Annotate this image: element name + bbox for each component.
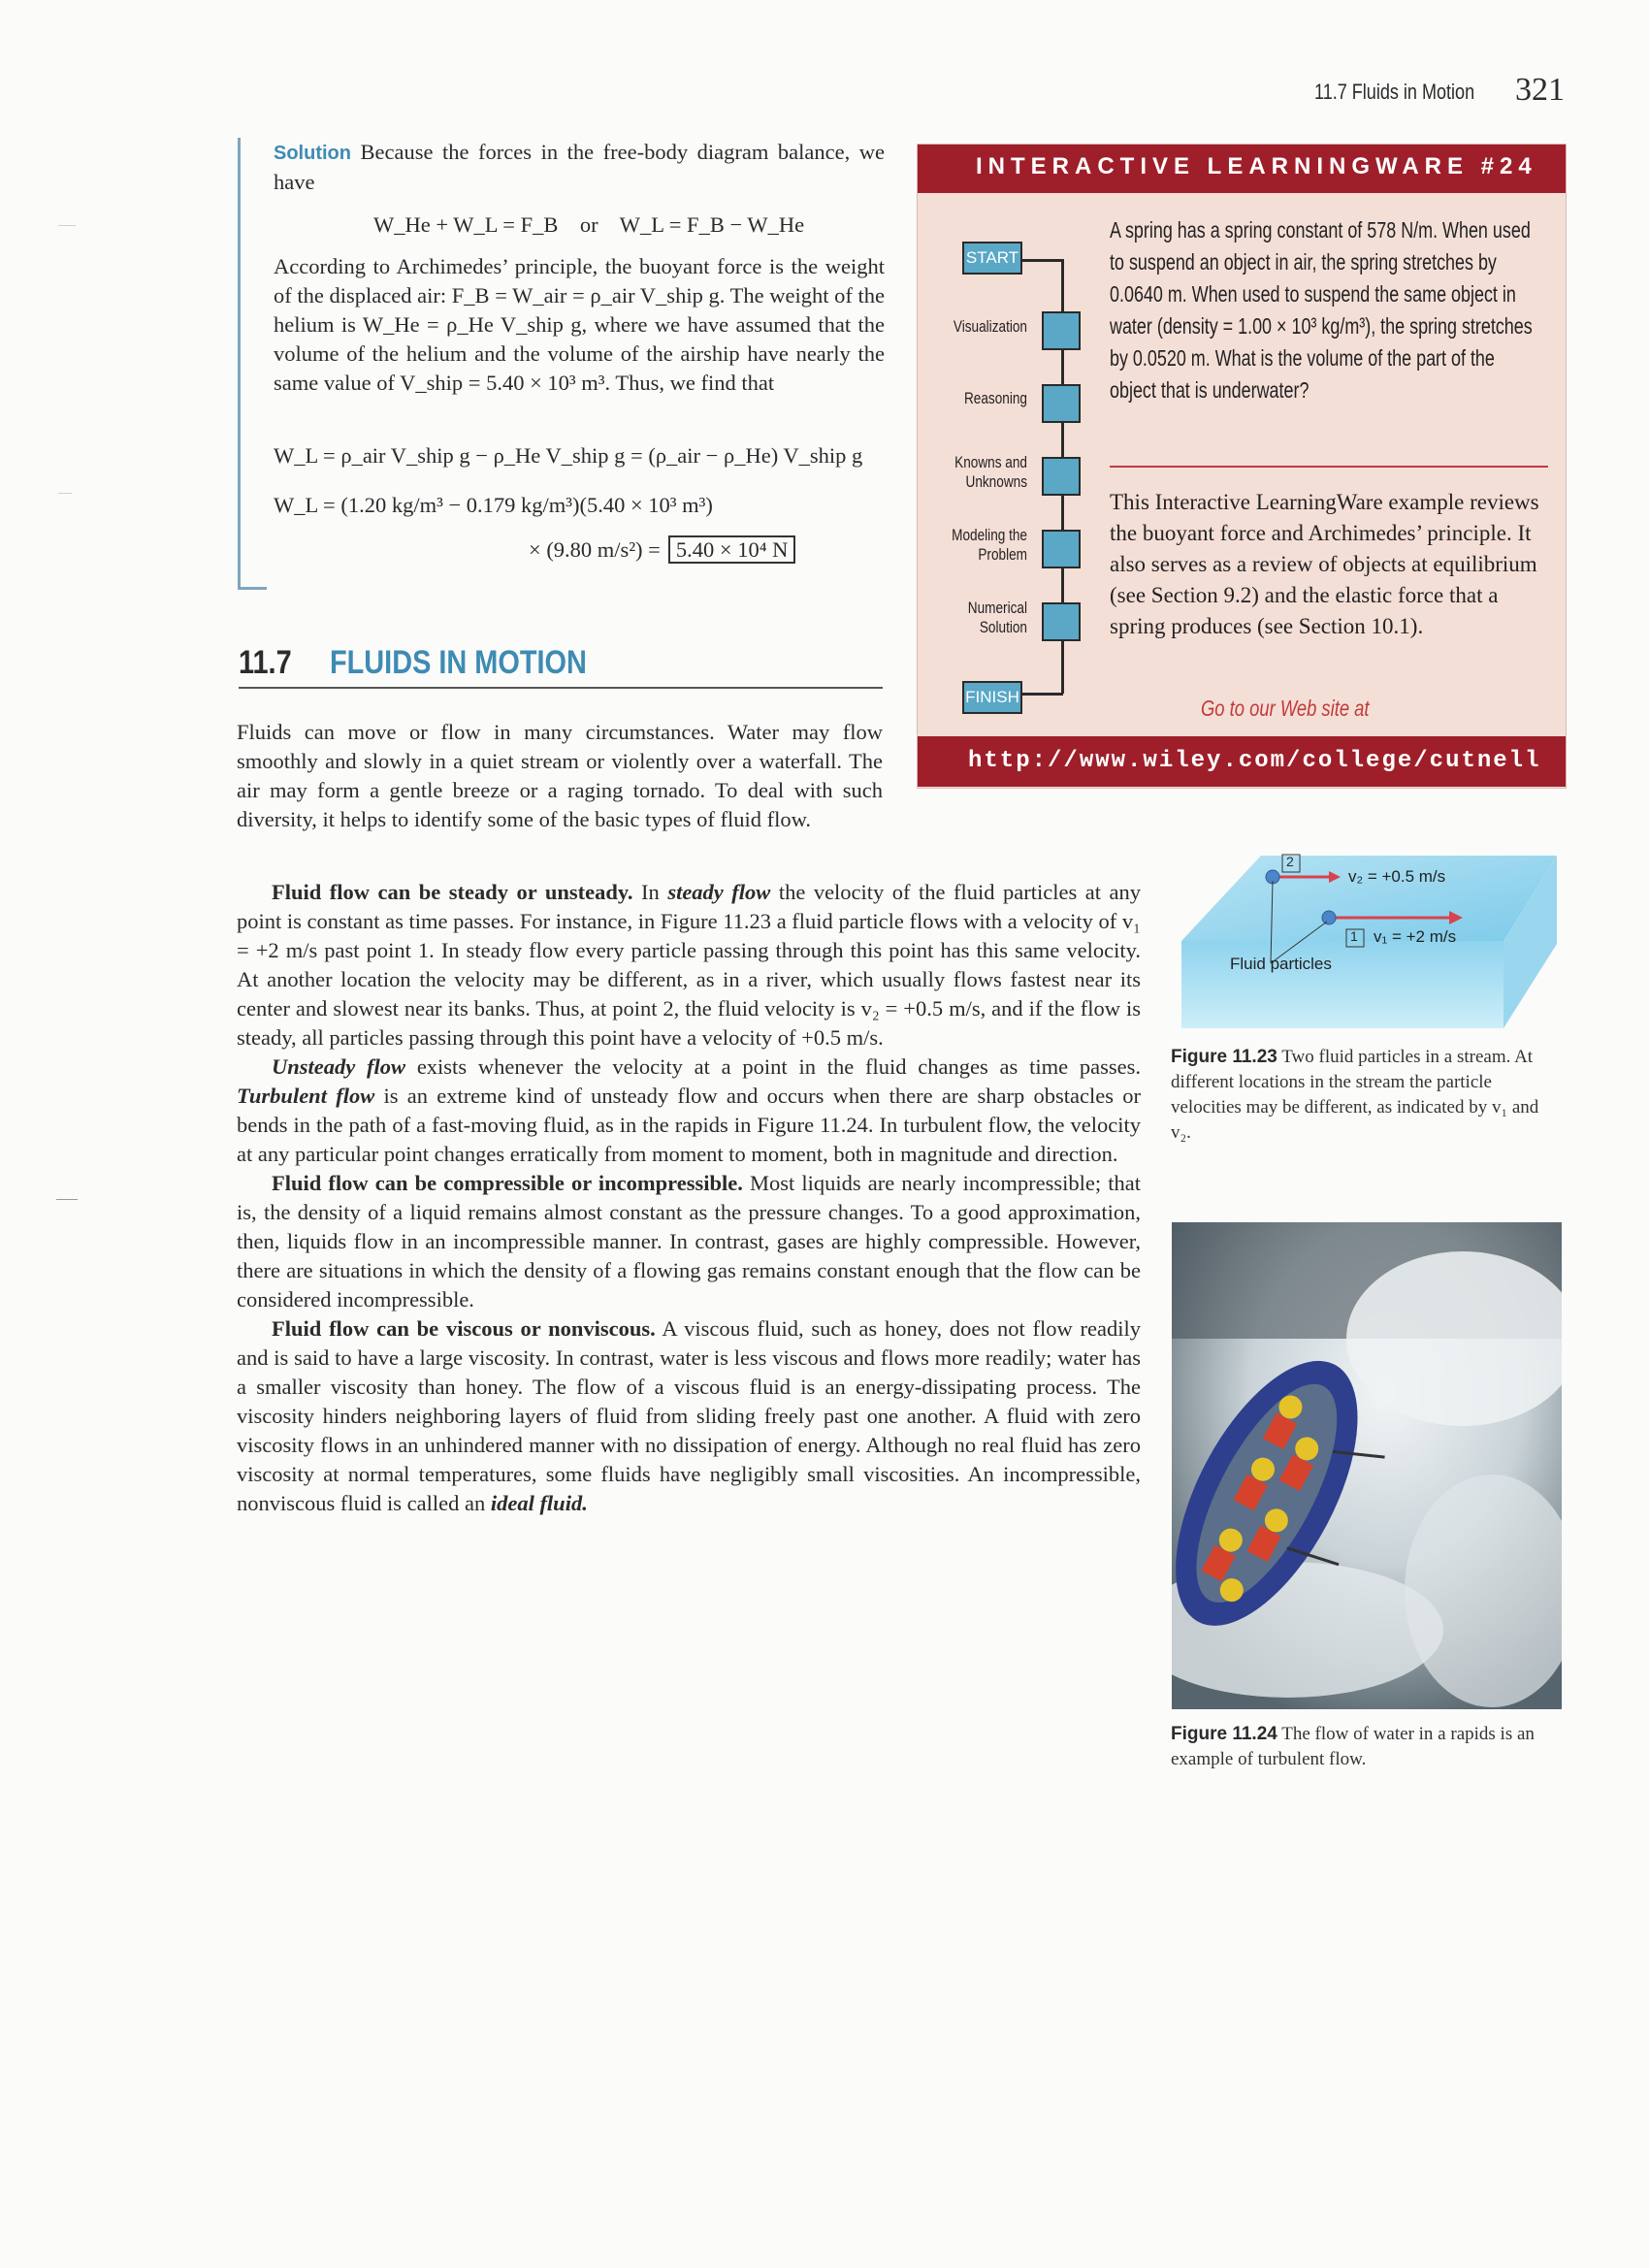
flowchart-step-reasoning: Reasoning [963,389,1027,407]
text-fragment: exists whenever the velocity at a point in the fluid changes as time passes. [405,1054,1141,1079]
v2-label: v₂ = +0.5 m/s [1348,867,1446,886]
solution-rule-foot [238,587,267,590]
rapids-photo [1172,1222,1562,1709]
intro-paragraph: Fluids can move or flow in many circumstances. Water may flow smoothly and slowly in a quiet stream or violently over a waterfall. The air may form a gentle breeze or a raging tornado. To deal with such diversity, it helps to identify some of the basic types of fluid flow. [237,720,883,831]
running-header-section: 11.7 Fluids in Motion [1314,80,1475,104]
ilw-banner-text: INTERACTIVE LEARNINGWARE #24 [976,153,1537,179]
solution-intro [274,138,885,197]
paragraph-steady-flow [237,878,1141,1053]
figure-11-24-caption [1171,1722,1559,1772]
paragraph-viscous [237,1314,1141,1518]
equation-force-balance [373,212,878,238]
solution-lead: Solution [274,143,351,164]
solution-intro-text: Because the forces in the free-body diagram balance, we have [274,140,885,194]
text-fragment: A viscous fluid, such as honey, does not flow readily and is said to have a large viscosity. In contrast, water is less viscous and flows more readily; water has a smaller viscosity than honey. The flow of a viscous fluid is an energy-dissipating process. The viscosity hinders neighboring layers of fluid from sliding freely past one another. A fluid with zero viscosity flows in an unhindered manner with no dissipation of energy. Although no real fluid has zero viscosity at normal temperatures, some fluids have negligibly small viscosities. An incompressible, nonviscous fluid is called an [237,1316,1141,1515]
lead-compressible: Fluid flow can be compressible or incompressible. [272,1171,743,1195]
caption-text: The flow of water in a rapids is an example of turbulent flow. [1171,1724,1535,1769]
running-header [1314,72,1567,111]
solution-rule [238,138,241,590]
term-unsteady-flow: Unsteady flow [272,1054,406,1079]
section-title: FLUIDS IN MOTION [330,644,587,681]
ilw-problem-statement: A spring has a spring constant of 578 N/m. When used to suspend an object in air, the spring stretches by 0.0640 m. When used to suspend the same object in water (density = 1.00 × 10³ kg/m³), the spring stretches by 0.0520 m. What is the volume of the part of the object that is underwater? [1110,217,1533,403]
figure-11-23-caption [1171,1045,1559,1146]
section-heading [239,640,883,689]
term-ideal-fluid: ideal fluid. [490,1491,588,1515]
ilw-goto-text: Go to our Web site at [1201,696,1370,721]
scan-mark [58,493,72,494]
section-number: 11.7 [239,644,292,681]
scan-mark [58,225,76,226]
solution-block [238,138,886,590]
ilw-banner [918,145,1566,193]
flowchart-start[interactable]: START [962,242,1022,275]
ilw-url-link[interactable]: http://www.wiley.com/college/cutnell [968,748,1541,774]
figure-label: Figure 11.23 [1171,1047,1277,1067]
text-fragment: the velocity of the fluid particles at any point is constant as time passes. For instance, in Figure 11.23 a fluid particle flows with a velocity of v₁ = +2 m/s past point 1. In steady flow every particle passing through this point has this same velocity. At another location the velocity may be different, as in a river, which usually flows fastest near its center and slowest near its banks. Thus, at point 2, the fluid velocity is v₂ = +0.5 m/s, and if the flow is steady, all particles passing through this point have a velocity of +0.5 m/s. [237,880,1141,1050]
fluid-particle-1 [1322,911,1336,924]
lead-viscous: Fluid flow can be viscous or nonviscous. [272,1316,656,1341]
flowchart-step-modeling: Modeling the Problem [952,526,1027,564]
main-body [237,878,1141,1518]
text-fragment: Most liquids are nearly incompressible; that is, the density of a liquid remains almost constant as the pressure changes. To a good approximation, then, liquids flow in an incompressible manner. In contrast, gases are highly compressible. However, there are situations in which the density of a flowing gas remains constant enough that the flow can be considered incompressible. [237,1171,1141,1312]
text-fragment: is an extreme kind of unsteady flow and occurs when there are sharp obstacles or bends in the path of a fast-moving fluid, as in the rapids in Figure 11.24. In turbulent flow, the velocity at any particular point changes erratically from moment to moment, both in magnitude and direction. [237,1084,1141,1166]
text-fragment: In [632,880,668,904]
equation-load-numbers: W_L = (1.20 kg/m³ − 0.179 kg/m³)(5.40 × 10³ m³) [274,493,713,517]
scan-mark [56,1199,78,1200]
point-2-label: 2 [1286,854,1294,869]
equation-result-box: 5.40 × 10⁴ N [668,535,796,564]
equation-solved: W_L = F_B − W_He [619,212,805,237]
fluid-particles-label: Fluid particles [1230,955,1332,973]
term-turbulent-flow: Turbulent flow [237,1084,375,1108]
equation-or: or [579,212,598,237]
flowchart-step-box[interactable] [1042,530,1081,568]
flowchart-step-visualization: Visualization [953,317,1027,336]
page-number: 321 [1515,72,1565,108]
caption-text: Two fluid particles in a stream. At different locations in the stream the particle velocities may be different, as indicated by v₁ and v₂. [1171,1047,1539,1143]
equation-gravity-factor: × (9.80 m/s²) = [529,537,661,562]
point-1-label: 1 [1350,928,1358,944]
ilw-divider [1110,466,1548,468]
equation-load-weight: W_L = ρ_air V_ship g − ρ_He V_ship g = (ρ_air − ρ_He) V_ship g [274,443,863,468]
paragraph-compressible [237,1169,1141,1314]
v1-label: v₁ = +2 m/s [1374,927,1457,946]
figure-label: Figure 11.24 [1171,1724,1277,1744]
equation-load-final [529,537,795,563]
figure-11-23 [1174,852,1562,1055]
interactive-learningware-box [917,144,1567,789]
figure-11-24-photo [1172,1222,1562,1709]
lead-steady: Fluid flow can be steady or unsteady. [272,880,633,904]
flowchart-finish[interactable]: FINISH [962,681,1022,714]
paragraph-unsteady-flow [237,1053,1141,1169]
term-steady-flow: steady flow [667,880,771,904]
ilw-description: This Interactive LearningWare example reviews the buoyant force and Archimedes’ principle. It also serves as a review of objects at equilibrium (see Section 9.2) and the elastic force that a spring produces (see Section 10.1). [1110,490,1539,638]
flowchart-step-numerical: Numerical Solution [967,599,1027,636]
solution-archimedes-text: According to Archimedes’ principle, the buoyant force is the weight of the displaced air: F_B = W_air = ρ_air V_ship g. The weight of the helium is W_He = ρ_He V_ship g, where we have assumed that the volume of the helium and the volume of the airship have nearly the same value of V_ship = 5.40 × 10³ m³. Thus, we find that [274,254,885,395]
flowchart-step-box[interactable] [1042,311,1081,350]
ilw-url-banner[interactable] [918,736,1566,787]
equation-sum: W_He + W_L = F_B [373,212,559,237]
flowchart-step-knowns: Knowns and Unknowns [954,453,1027,491]
flowchart-step-box[interactable] [1042,384,1081,423]
flowchart-step-box[interactable] [1042,457,1081,496]
flowchart-step-box[interactable] [1042,602,1081,641]
